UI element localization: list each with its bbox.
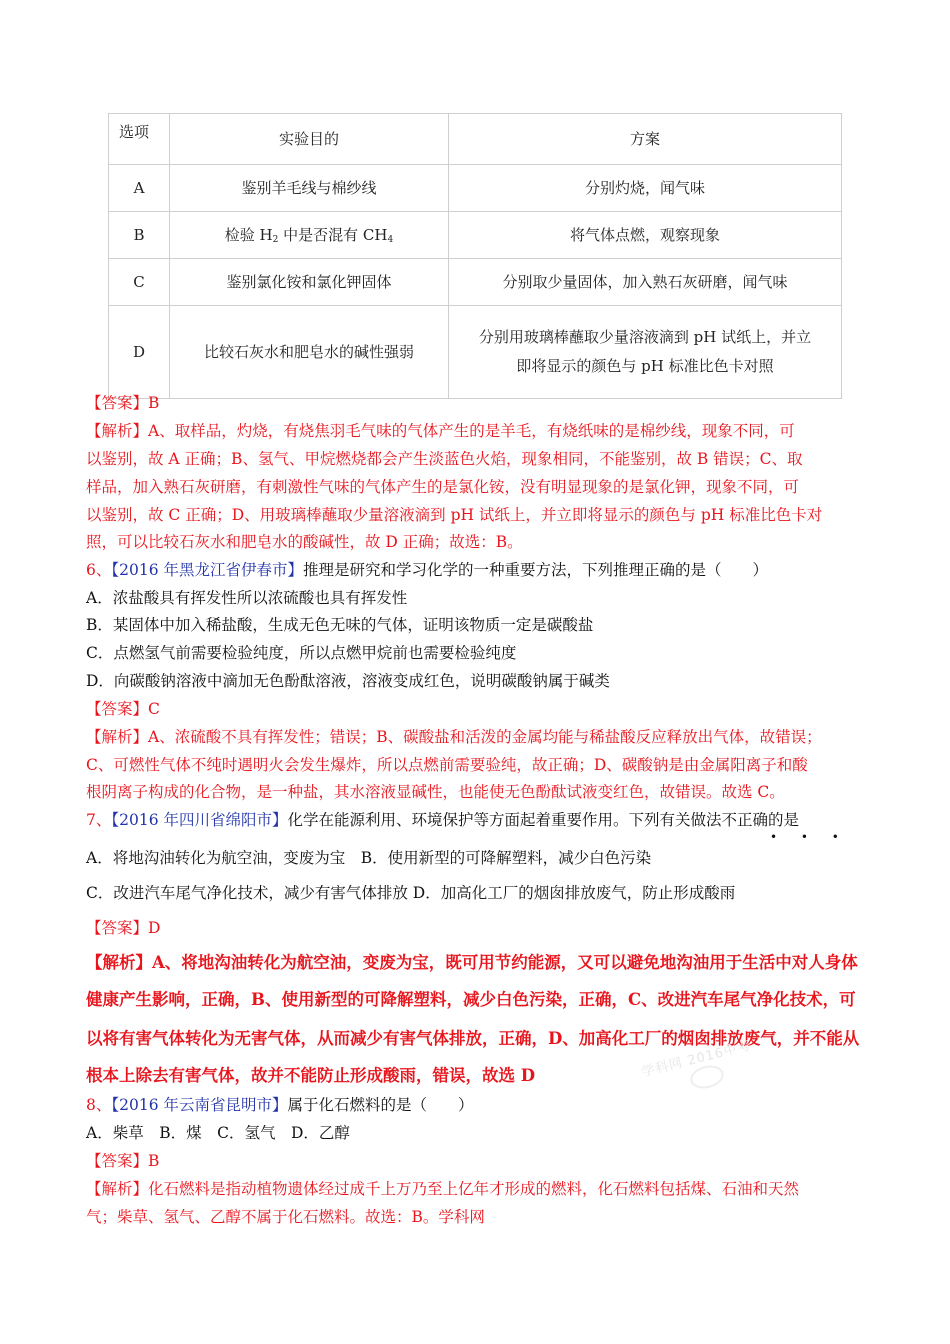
row-plan: 分别灼烧，闻气味: [449, 165, 842, 212]
row-goal: 比较石灰水和肥皂水的碱性强弱: [170, 306, 449, 399]
subscript: 2: [272, 234, 279, 245]
q8-options: A．柴草 B．煤 C．氢气 D．乙醇: [86, 1124, 350, 1142]
q5-analysis-line: 以鉴别，故 A 正确；B、氢气、甲烷燃烧都会产生淡蓝色火焰，现象相同，不能鉴别，故 B 错误；C、取: [86, 450, 803, 468]
row-option: B: [109, 212, 170, 259]
q7-analysis-line: 【解析】A、将地沟油转化为航空油，变废为宝，既可用节约能源，又可以避免地沟油用于生活中对人身体: [86, 953, 858, 972]
q7-options-line: A．将地沟油转化为航空油，变废为宝 B．使用新型的可降解塑料，减少白色污染: [86, 849, 652, 867]
q5-answer: 【答案】B: [86, 394, 160, 412]
goal-text: 检验 H: [224, 225, 273, 244]
question-source: 【2016 年云南省昆明市】: [111, 1096, 288, 1114]
analysis-tag: 【解析】: [86, 953, 152, 972]
q5-analysis-line: 照，可以比较石灰水和肥皂水的酸碱性，故 D 正确；故选：B。: [86, 533, 523, 551]
table-row: [109, 259, 842, 306]
q8-stem: 8、【2016 年云南省昆明市】属于化石燃料的是（ ）: [86, 1096, 474, 1114]
analysis-tag: 【解析】: [86, 728, 149, 746]
header-plan: 方案: [449, 114, 842, 165]
row-plan: 将气体点燃，观察现象: [449, 212, 842, 259]
q6-option: C．点燃氢气前需要检验纯度，所以点燃甲烷前也需要检验纯度: [86, 644, 517, 662]
header-goal: 实验目的: [170, 114, 449, 165]
row-option: D: [109, 306, 170, 399]
q8-answer: 【答案】B: [86, 1152, 160, 1170]
q7-options-line: C．改进汽车尾气净化技术，减少有害气体排放 D．加高化工厂的烟囱排放废气，防止形成酸雨: [86, 884, 736, 902]
watermark: 学科网 2016中考: [640, 1038, 753, 1081]
row-plan: 分别取少量固体，加入熟石灰研磨，闻气味: [449, 259, 842, 306]
subscript: 4: [387, 234, 394, 245]
plan-line: 分别用玻璃棒蘸取少量溶液滴到 pH 试纸上，并立: [478, 328, 812, 346]
row-goal: [170, 212, 449, 259]
q6-analysis-line: 根阴离子构成的化合物，是一种盐，其水溶液显碱性，也能使无色酚酞试液变红色，故错误。故选 C。: [86, 783, 785, 801]
q6-analysis-line: C、可燃性气体不纯时遇明火会发生爆炸，所以点燃前需要验纯，故正确；D、碳酸钠是由金属阳离子和酸: [86, 756, 808, 774]
q8-analysis-line: 气；柴草、氢气、乙醇不属于化石燃料。故选：B。学科网: [86, 1208, 485, 1226]
table-row: [109, 165, 842, 212]
row-plan: [449, 306, 842, 399]
q8-analysis-line: 【解析】化石燃料是指动植物遗体经过成千上万乃至上亿年才形成的燃料，化石燃料包括煤、石油和天然: [86, 1180, 800, 1198]
header-option: 选项: [109, 114, 170, 165]
q5-analysis-line: 【解析】A、取样品，灼烧，有烧焦羽毛气味的气体产生的是羊毛，有烧纸味的是棉纱线，现象不同，可: [86, 422, 795, 440]
goal-text: 中是否混有 CH: [278, 225, 388, 244]
question-source: 【2016 年黑龙江省伊春市】: [111, 561, 303, 579]
q6-option: A．浓盐酸具有挥发性所以浓硫酸也具有挥发性: [86, 589, 408, 607]
q6-analysis-line: 【解析】A、浓硫酸不具有挥发性；错误；B、碳酸盐和活泼的金属均能与稀盐酸反应释放出气体，故错误；: [86, 728, 822, 746]
q7-stem: 7、【2016 年四川省绵阳市】化学在能源利用、环境保护等方面起着重要作用。下列有关做法不正确的是: [86, 811, 800, 829]
plan-line: 即将显示的颜色与 pH 标准比色卡对照: [516, 357, 774, 375]
q7-analysis-line: 健康产生影响，正确，B、使用新型的可降解塑料，减少白色污染，正确，C、改进汽车尾气净化技术，可: [86, 990, 856, 1009]
q7-answer: 【答案】D: [86, 919, 161, 937]
q7-analysis-line: 根本上除去有害气体，故并不能防止形成酸雨，错误，故选 D: [86, 1066, 536, 1085]
row-goal: 鉴别羊毛线与棉纱线: [170, 165, 449, 212]
row-goal: 鉴别氯化铵和氯化钾固体: [170, 259, 449, 306]
q6-option: B．某固体中加入稀盐酸，生成无色无味的气体，证明该物质一定是碳酸盐: [86, 616, 594, 634]
q5-analysis-line: 样品，加入熟石灰研磨，有刺激性气味的气体产生的是氯化铵，没有明显现象的是氯化钾，现象不同，可: [86, 478, 800, 496]
question-source: 【2016 年四川省绵阳市】: [111, 811, 288, 829]
analysis-tag: 【解析】: [86, 1180, 149, 1198]
table-row: [109, 306, 842, 399]
row-option: C: [109, 259, 170, 306]
analysis-tag: 【解析】: [86, 422, 149, 440]
experiment-table: [108, 113, 842, 399]
table-row: [109, 212, 842, 259]
q5-analysis-line: 以鉴别，故 C 正确；D、用玻璃棒蘸取少量溶液滴到 pH 试纸上，并立即将显示的颜色与 pH 标准比色卡对: [86, 506, 823, 524]
table-header-row: [109, 114, 842, 165]
q7-analysis-line: 以将有害气体转化为无害气体，从而减少有害气体排放，正确，D、加高化工厂的烟囱排放废气，并不能从: [86, 1029, 860, 1048]
q6-answer: 【答案】C: [86, 700, 160, 718]
q6-stem: 6、【2016 年黑龙江省伊春市】推理是研究和学习化学的一种重要方法，下列推理正确的是（ ）: [86, 561, 769, 579]
q6-option: D．向碳酸钠溶液中滴加无色酚酞溶液，溶液变成红色，说明碳酸钠属于碱类: [86, 672, 610, 690]
emphasis-dots: • • •: [770, 830, 849, 844]
row-option: A: [109, 165, 170, 212]
